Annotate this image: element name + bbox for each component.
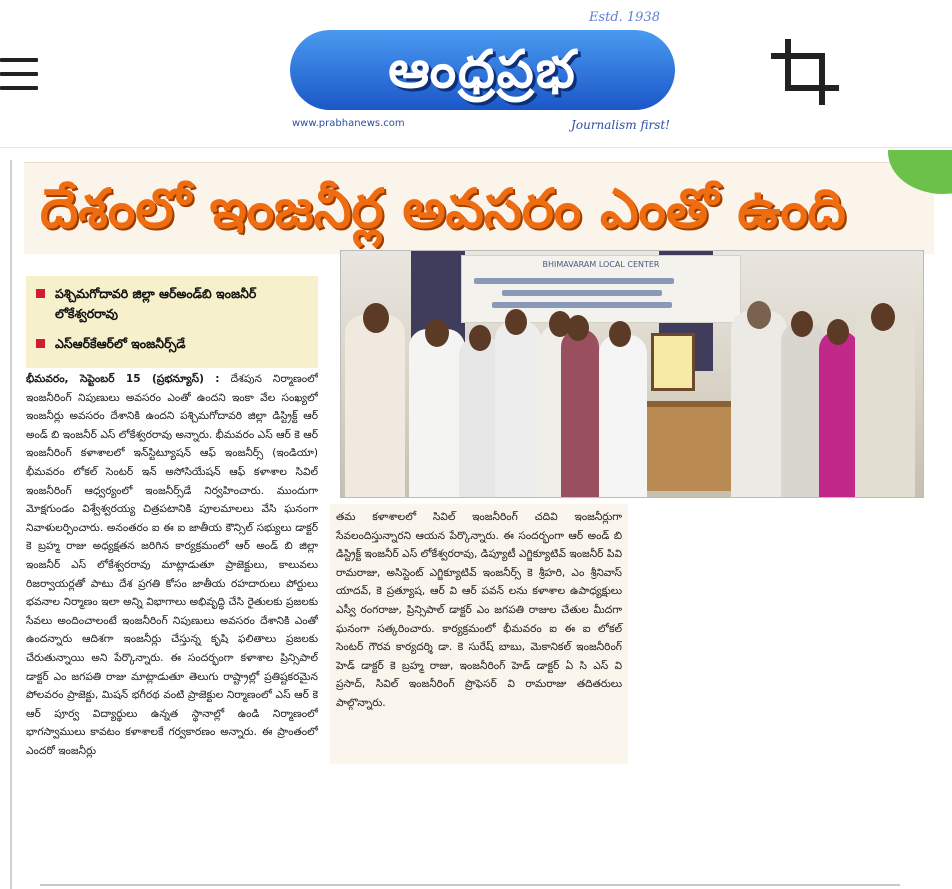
list-item — [32, 284, 312, 324]
article-body-right-column — [330, 504, 628, 764]
article-body-text: దేశపున నిర్మాణంలో ఇంజనీరింగ్ నిపుణులు అవసరం ఎంతో ఉందని ఇంకా వేల సంఖ్యలో ఇంజనీర్లు అవసరం దేశానికి ఉందని పశ్చిమగోదావరి జిల్లా డిస్ట్రిక్ట్ ఆర్ అండ్ బి ఇంజనీర్ ఎస్ లోకేశ్వరరావు అన్నారు. భీమవరం ఎస్ ఆర్ కె ఆర్ ఇంజనీరింగ్ కళాశాలలో ఇన్‌స్టిట్యూషన్ ఆఫ్ ఇంజనీర్స్ (ఇండియా) భీమవరం లోకల్ సెంటర్ ఇన్ అసోసియేషన్ ఆఫ్ కళాశాల సివిల్ ఇంజనీరింగ్ ఆధ్వర్యంలో ఇంజనీర్స్‌డే నిర్వహించారు. ముందుగా మోక్షగుండం విశ్వేశ్వరయ్య చిత్రపటానికి పూలమాలలు వేసి ఘనంగా నివాళులర్పించారు. అనంతరం ఐ ఈ ఐ జాతీయ కౌన్సిల్ సభ్యులు డాక్టర్ కె బ్రహ్మ రాజు అధ్యక్షతన జరిగిన కార్యక్రమంలో ఆర్ అండ్ బి జిల్లా ఇంజనీర్ ఎస్ లోకేశ్వరరావు మాట్లాడుతూ ప్రాజెక్టులు, కాలువలు రిజర్వాయర్లతో పాటు దేశ ప్రగతి కోసం జాతీయ రహదారులు పోర్టులు భవనాల నిర్మాణం ఇలా అన్ని విభాగాలు అభివృద్ధి చేసి రైతులకు ప్రజలకు సేవలు అందించాలంటే ఇంజనీరింగ్ నిపుణులు అవసరం దేశానికి ఎంతో ఉందన్నారు ఆదిశగా ఇంజనీర్లు చేస్తున్న కృషి ఫలితాలు ప్రజలకు చేరుతున్నాయి అని పేర్కొన్నారు. ఈ సందర్భంగా కళాశాల ప్రిన్సిపాల్ డాక్టర్ ఎం జగపతి రాజు మాట్లాడుతూ తెలుగు రాష్ట్రాల్లో ప్రతిష్టకరమైన పోలవరం ప్రాజెక్టు, మిషన్ భగీరథ వంటి ప్రాజెక్టుల నిర్మాణంలో ఎస్ ఆర్ కె ఆర్ పూర్వ విద్యార్థులు ఉన్నత స్థానాల్లో ఉండి నిర్మాణంలో భాగస్వాములు కావటం కళాశాలకే గర్వకారణం అన్నారు. ఈ ప్రాంతంలో ఎందరో ఇంజనీర్లు — [26, 373, 318, 757]
logo-established: Estd. 1938 — [588, 10, 660, 25]
bullet-text: ఎస్ఆర్‌కేఆర్‌లో ఇంజనీర్స్‌డే — [55, 336, 186, 351]
article-body-left-column — [26, 370, 318, 874]
bottom-divider — [40, 884, 900, 886]
bullet-marker-icon — [36, 289, 45, 298]
hamburger-menu-icon[interactable] — [0, 48, 44, 100]
article-clipping — [0, 150, 952, 889]
share-icon[interactable] — [888, 150, 952, 196]
newspaper-logo[interactable] — [284, 8, 684, 132]
logo-wordmark: ఆంధ్రప్రభ — [290, 30, 675, 110]
logo-url: www.prabhanews.com — [292, 118, 405, 129]
crop-icon[interactable] — [770, 38, 840, 106]
bullet-text: పశ్చిమగోదావరి జిల్లా ఆర్అండ్‌బి ఇంజనీర్ లోకేశ్వరరావు — [55, 286, 257, 321]
article-dateline: భీమవరం, సెప్టెంబర్ 15 (ప్రభన్యూస్) : — [26, 373, 220, 385]
article-body-text: తమ కళాశాలలో సివిల్ ఇంజనీరింగ్ చదివి ఇంజనీర్లుగా సేవలందిస్తున్నారని ఆయన పేర్కొన్నారు. ఈ సందర్భంగా ఆర్ అండ్ బి డిస్ట్రిక్ట్ ఇంజనీర్ ఎస్ లోకేశ్వరరావు, డిప్యూటీ ఎగ్జిక్యూటివ్ ఇంజనీర్ పివి రామరాజు, అసిస్టెంట్ ఎగ్జిక్యూటివ్ ఇంజనీర్స్ కె శ్రీహరి, ఎం శ్రీనివాస్ యాదవ్, కె ప్రత్యూష, ఆర్ వి ఆర్ పవన్ లను కళాశాల ఉపాధ్యక్షులు ఎస్వీ రంగరాజు, ప్రిన్సిపాల్ డాక్టర్ ఎం జగపతి రాజుల చేతుల మీదగా ఘనంగా సత్కరించారు. కార్యక్రమంలో భీమవరం ఐ ఈ ఐ లోకల్ సెంటర్ గౌరవ కార్యదర్శి డా. కె సురేష్ బాబు, మెకానికల్ ఇంజనీరింగ్ హెడ్ డాక్టర్ కె బ్రహ్మ రాజు, ఇంజనీరింగ్ హెడ్ డాక్టర్ ఏ సి ఎస్ వి ప్రసాద్, సివిల్ ఇంజనీరింగ్ ప్రొఫెసర్ వి రామరాజు తదితరులు పాల్గొన్నారు. — [336, 511, 622, 709]
photo-banner — [461, 255, 741, 323]
photo-banner-text: BHIMAVARAM LOCAL CENTER — [542, 260, 660, 269]
bullet-marker-icon — [36, 339, 45, 348]
headline-banner — [24, 162, 934, 254]
summary-bullets — [26, 276, 318, 368]
article-headline: దేశంలో ఇంజనీర్ల అవసరం ఎంతో ఉంది — [40, 177, 846, 240]
photo-portrait — [651, 333, 695, 391]
logo-tagline: Journalism first! — [571, 118, 670, 132]
top-app-bar — [0, 0, 952, 148]
list-item — [32, 334, 312, 354]
page-edge-divider — [0, 160, 12, 889]
event-photo — [340, 250, 924, 498]
